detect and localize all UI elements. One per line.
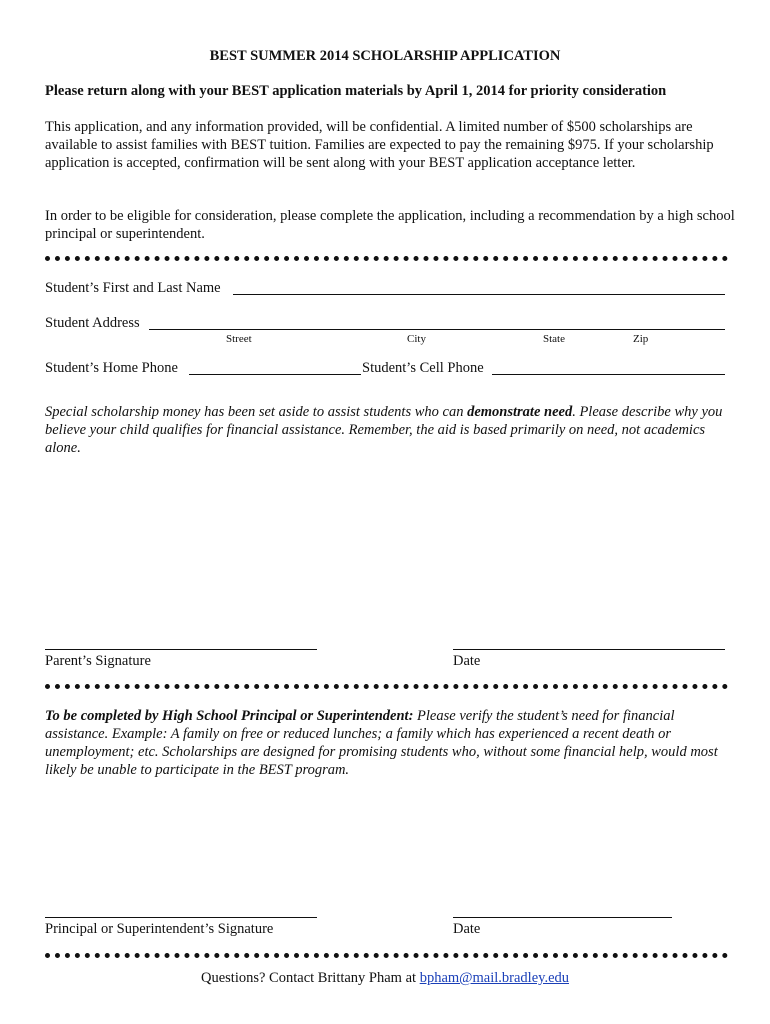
principal-signature-line[interactable] — [45, 917, 317, 918]
intro-paragraph: This application, and any information provided, will be confidential. A limited number of $500 scholarships are available to assist families with BEST tuition. Families are expected to pay the remaining $975. If your scholarship application is accepted, confirmation will be sent along with your BEST application acceptance letter. — [45, 119, 714, 171]
principal-date-label: Date — [453, 921, 481, 937]
zip-caption: Zip — [633, 333, 649, 345]
section-divider — [45, 953, 728, 958]
contact-footer — [0, 970, 770, 987]
principal-date-line[interactable] — [453, 917, 672, 918]
need-rest-text: . Please describe why you believe your child qualifies for financial assistance. Remember, the aid is based primarily on need, not academics alone. — [45, 404, 723, 456]
principal-response-area[interactable] — [45, 785, 728, 905]
principal-signature-label: Principal or Superintendent’s Signature — [45, 921, 274, 937]
home-phone-label: Student’s Home Phone — [45, 360, 178, 376]
principal-instructions — [45, 707, 735, 779]
city-caption: City — [407, 333, 426, 345]
need-emphasis-text: demonstrate need — [467, 404, 573, 420]
parent-date-line[interactable] — [453, 649, 725, 650]
need-lead-text: Special scholarship money has been set aside to assist students who can — [45, 404, 468, 420]
parent-signature-line[interactable] — [45, 649, 317, 650]
state-caption: State — [543, 333, 565, 345]
student-address-field[interactable] — [149, 329, 725, 330]
need-instructions — [45, 403, 735, 457]
street-caption: Street — [226, 333, 252, 345]
return-instructions: Please return along with your BEST application materials by April 1, 2014 for priority consideration — [45, 83, 667, 99]
section-divider — [45, 684, 728, 689]
principal-rest-text: Please verify the student’s need for financial assistance. Example: A family on free or reduced lunches; a family which has experienced a recent death or unemployment; etc. Scholarships are designed for promising students who, without some financial help, would most likely be unable to participate in the BEST program. — [45, 708, 718, 778]
contact-email-link[interactable]: bpham@mail.bradley.edu — [419, 970, 569, 986]
cell-phone-field[interactable] — [492, 374, 725, 375]
student-address-label: Student Address — [45, 315, 140, 331]
student-name-label: Student’s First and Last Name — [45, 280, 221, 296]
contact-text: Questions? Contact Brittany Pham at — [201, 970, 420, 986]
section-divider — [45, 256, 728, 261]
home-phone-field[interactable] — [189, 374, 361, 375]
student-name-field[interactable] — [233, 294, 725, 295]
eligibility-paragraph: In order to be eligible for consideration, please complete the application, including a recommendation by a high school principal or superintendent. — [45, 208, 735, 242]
cell-phone-label: Student’s Cell Phone — [362, 360, 484, 376]
form-title: BEST SUMMER 2014 SCHOLARSHIP APPLICATION — [209, 48, 561, 64]
need-response-area[interactable] — [45, 462, 728, 634]
principal-lead-text: To be completed by High School Principal or Superintendent: — [45, 708, 414, 724]
parent-date-label: Date — [453, 653, 481, 669]
parent-signature-label: Parent’s Signature — [45, 653, 151, 669]
